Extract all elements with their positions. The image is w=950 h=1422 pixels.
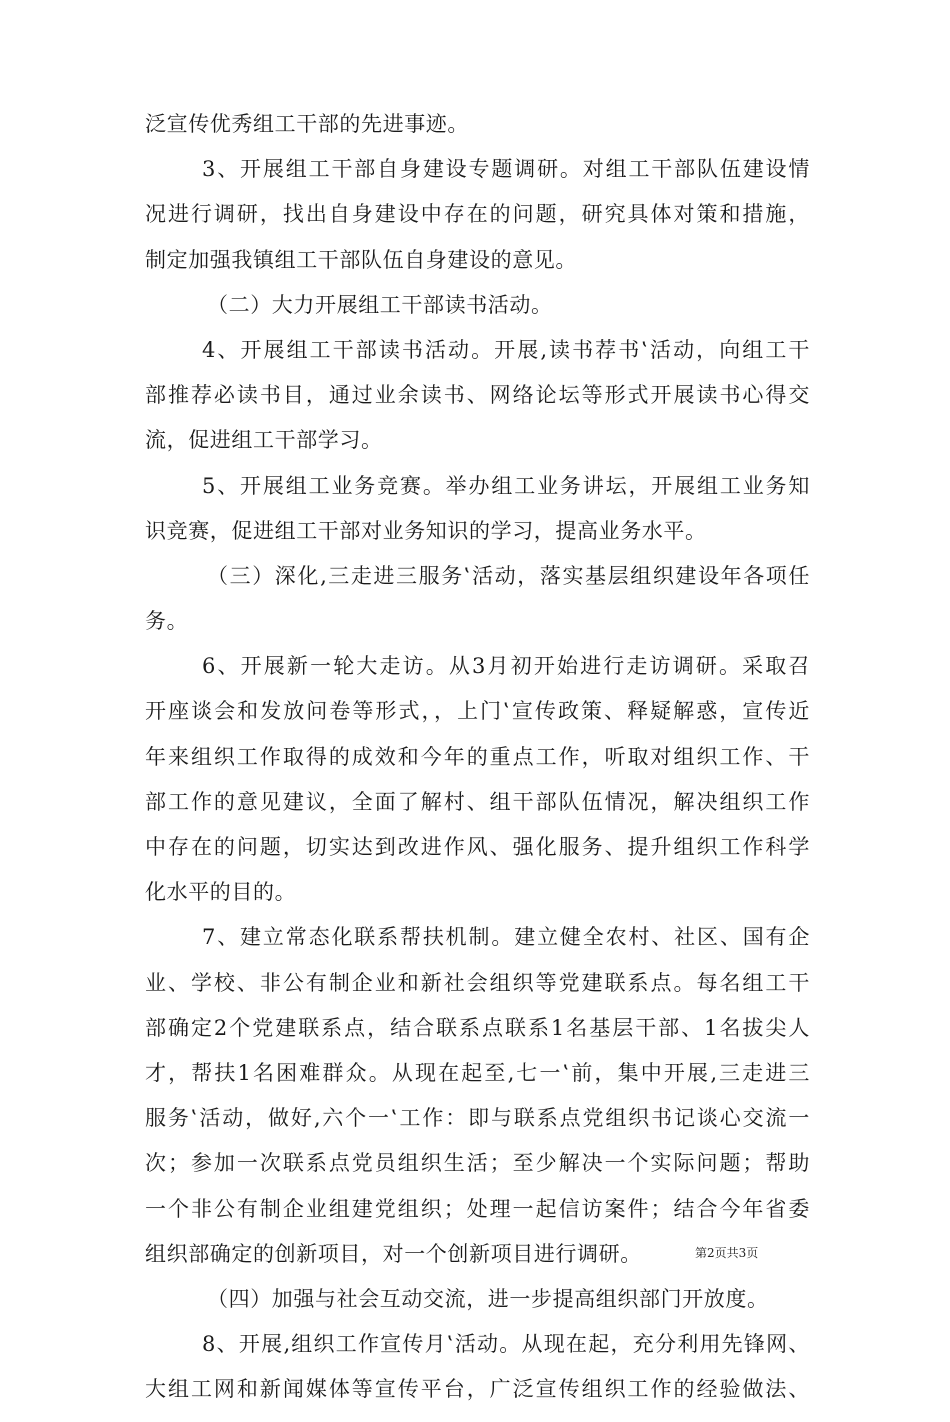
section-heading: （二）大力开展组工干部读书活动。 xyxy=(207,292,553,317)
text-line: 部推荐必读书目，通过业余读书、网络论坛等形式开展读书心得交 xyxy=(145,383,810,408)
text-line: 化水平的目的。 xyxy=(145,880,297,905)
text-line: 8、开展‚组织工作宣传月‛活动。从现在起，充分利用先锋网、 xyxy=(202,1332,810,1357)
text-line: 7、建立常态化联系帮扶机制。建立健全农村、社区、国有企 xyxy=(202,925,810,950)
section-heading: （四）加强与社会互动交流，进一步提高组织部门开放度。 xyxy=(207,1286,769,1311)
text-line: 业、学校、非公有制企业和新社会组织等党建联系点。每名组工干 xyxy=(145,970,810,995)
text-line: 次；参加一次联系点党员组织生活；至少解决一个实际问题；帮助 xyxy=(145,1151,810,1176)
text-line: 况进行调研，找出自身建设中存在的问题，研究具体对策和措施， xyxy=(145,202,810,227)
text-line: 部工作的意见建议，全面了解村、组干部队伍情况，解决组织工作 xyxy=(145,789,810,814)
text-line: 服务‛活动，做好‚六个一‛工作：即与联系点党组织书记谈心交流一 xyxy=(145,1106,810,1131)
text-line: 3、开展组工干部自身建设专题调研。对组工干部队伍建设情 xyxy=(202,157,810,182)
text-line: 务。 xyxy=(145,609,189,634)
text-line: 年来组织工作取得的成效和今年的重点工作，听取对组织工作、干 xyxy=(145,744,810,769)
text-line: 大组工网和新闻媒体等宣传平台，广泛宣传组织工作的经验做法、 xyxy=(145,1377,810,1402)
text-line: 才，帮扶1名困难群众。从现在起至‚七一‛前，集中开展‚三走进三 xyxy=(145,1060,810,1085)
text-line: 一个非公有制企业组建党组织；处理一起信访案件；结合今年省委 xyxy=(145,1196,810,1221)
text-line: 开座谈会和发放问卷等形式，，上门‛宣传政策、释疑解惑，宣传近 xyxy=(145,699,810,724)
text-line: 5、开展组工业务竞赛。举办组工业务讲坛，开展组工业务知 xyxy=(202,473,810,498)
text-line: 中存在的问题，切实达到改进作风、强化服务、提升组织工作科学 xyxy=(145,835,810,859)
section-heading: （三）深化‚三走进三服务‛活动，落实基层组织建设年各项任 xyxy=(207,563,810,588)
text-line: 6、开展新一轮大走访。从3月初开始进行走访调研。采取召 xyxy=(202,654,810,679)
text-line: 制定加强我镇组工干部队伍自身建设的意见。 xyxy=(145,247,577,272)
text-line: 流，促进组工干部学习。 xyxy=(145,428,383,453)
document-body xyxy=(145,112,810,1422)
text-line: 部确定2个党建联系点，结合联系点联系1名基层干部、1名拔尖人 xyxy=(145,1015,810,1040)
text-line: 4、开展组工干部读书活动。开展‚读书荐书‛活动，向组工干 xyxy=(202,337,810,362)
page-number: 第2页共3页 xyxy=(695,1246,759,1260)
text-line: 泛宣传优秀组工干部的先进事迹。 xyxy=(145,112,469,136)
text-line: 识竞赛，促进组工干部对业务知识的学习，提高业务水平。 xyxy=(145,518,707,543)
text-line: 组织部确定的创新项目，对一个创新项目进行调研。 xyxy=(145,1241,642,1266)
